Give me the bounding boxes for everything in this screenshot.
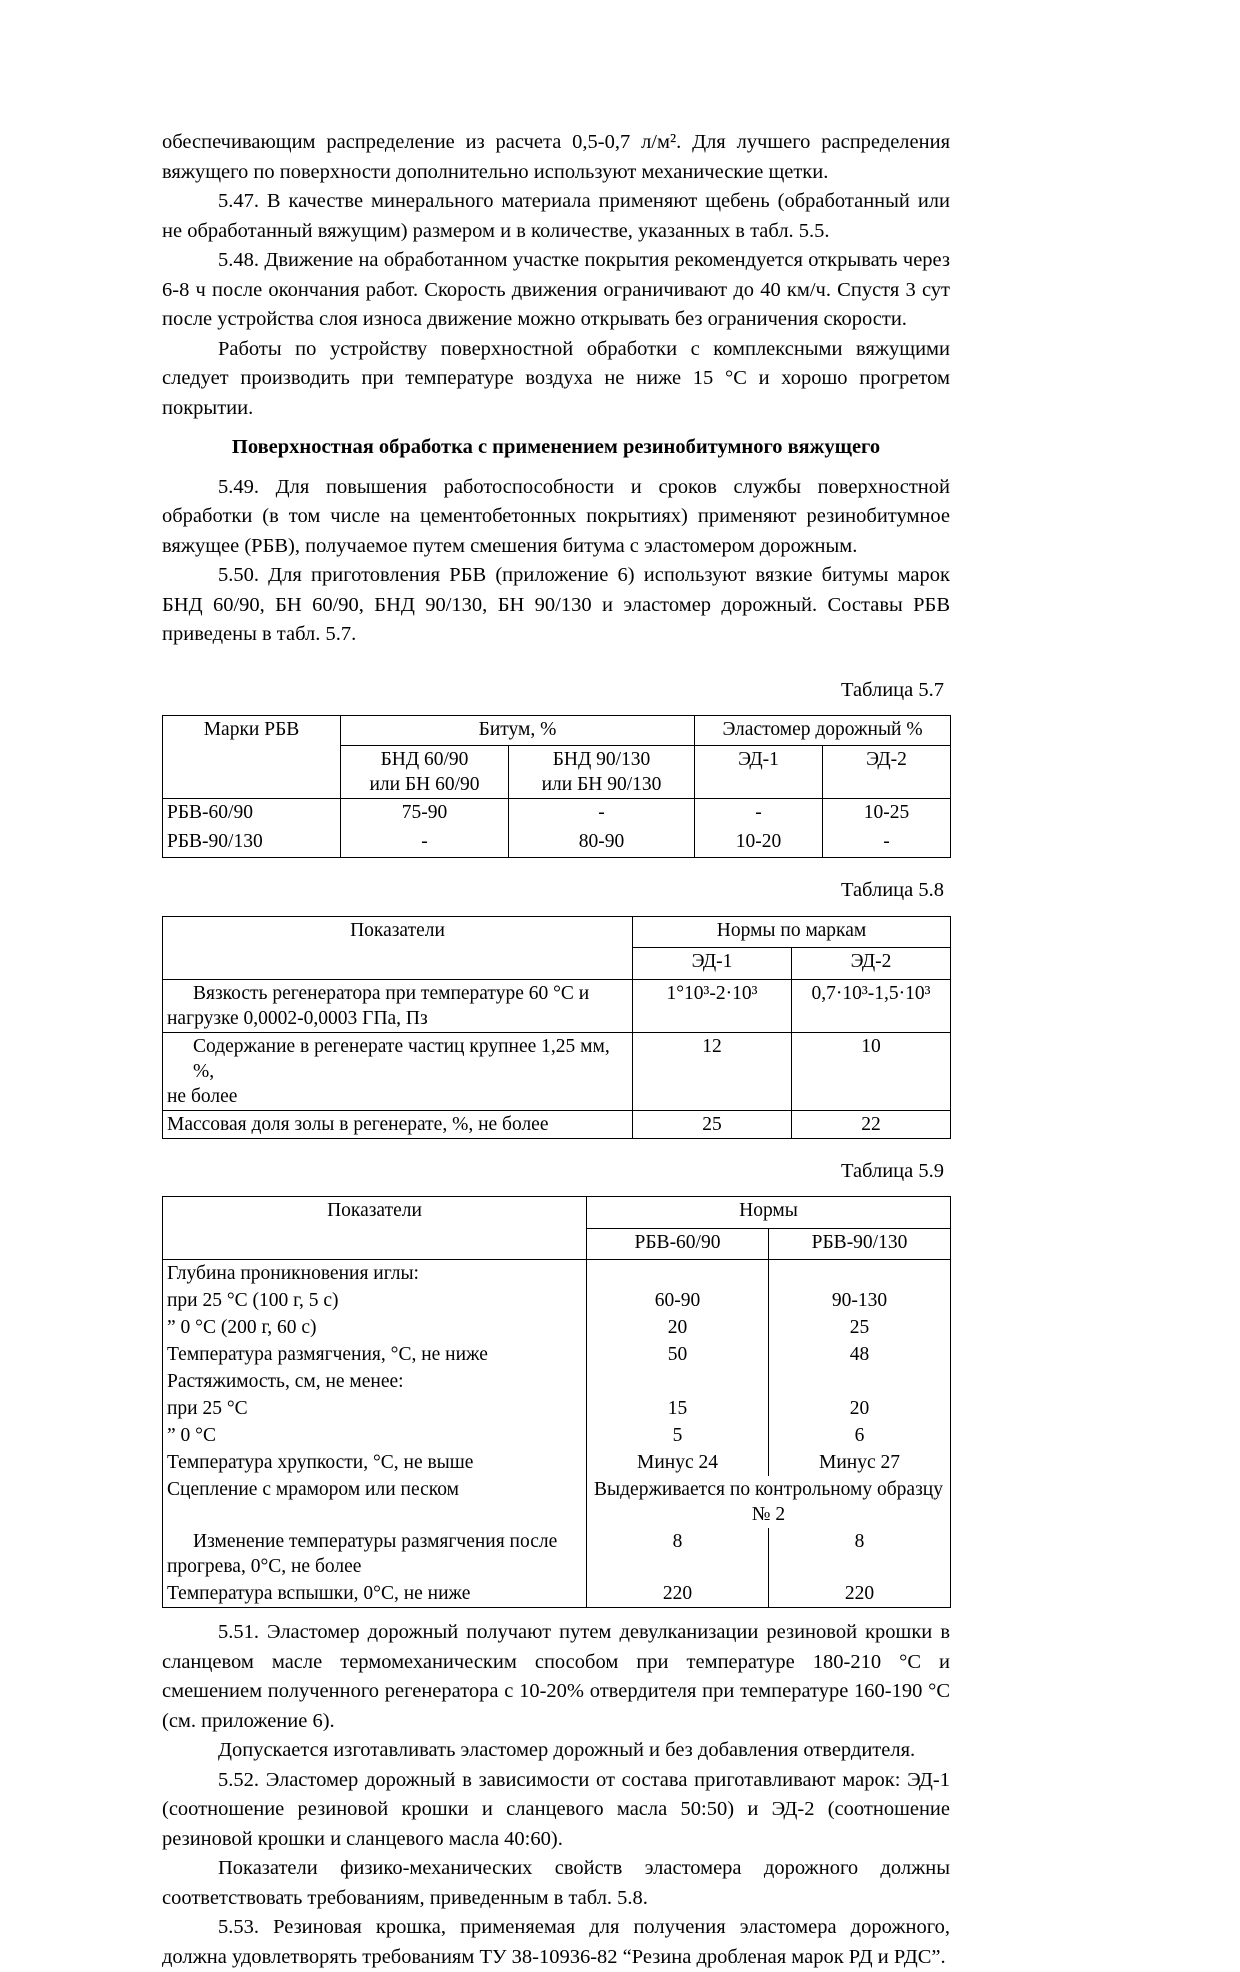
table-59 <box>162 1196 951 1608</box>
table-row <box>163 1528 951 1580</box>
table-row <box>163 1449 951 1476</box>
table-row <box>163 1260 951 1288</box>
table-row <box>163 1341 951 1368</box>
table-58-norms-header: Нормы по маркам <box>633 916 951 948</box>
table-57-sub-bnd90130-line1: БНД 90/130 <box>552 749 651 770</box>
table-row <box>163 1032 951 1110</box>
paragraph-works-conditions: Работы по устройству поверхностной обработки с комплексными вяжущими следует производить при температуре воздуха не ниже 15 °С и хорошо прогретом покрытии. <box>162 337 950 419</box>
table-59-row6-rbv6090: 5 <box>587 1422 769 1449</box>
table-58-ed1-header: ЭД-1 <box>633 948 792 980</box>
table-57-row0-ed2: 10-25 <box>823 799 951 829</box>
table-57-row0-ed1: - <box>695 799 823 829</box>
paragraph-properties: Показатели физико-механических свойств эластомера дорожного должны соответствовать требованиям, приведенным в табл. 5.8. <box>162 1857 950 1909</box>
table-57-row0-mark: РБВ-60/90 <box>163 799 341 829</box>
table-59-row1-rbv6090: 60-90 <box>587 1287 769 1314</box>
table-58-row0-ed2: 0,7·10³-1,5·10³ <box>792 979 951 1032</box>
table-59-row8-merged: Выдерживается по контрольному образцу № 2 <box>587 1476 951 1528</box>
table-58-ed2-header: ЭД-2 <box>792 948 951 980</box>
table-58 <box>162 916 951 1139</box>
table-57-row0-bnd6090: 75-90 <box>341 799 509 829</box>
paragraph-allowance: Допускается изготавливать эластомер дорожный и без добавления отвердителя. <box>218 1739 916 1761</box>
table-row <box>163 1476 951 1528</box>
table-59-row0-rbv90130 <box>769 1260 951 1288</box>
table-57-sub-bnd6090 <box>341 746 509 799</box>
table-59-row6-indicator: ” 0 °С <box>163 1422 587 1449</box>
table-58-row2-indicator: Массовая доля золы в регенерате, %, не более <box>163 1110 633 1138</box>
table-59-tail0-rbv90130: 8 <box>769 1528 951 1580</box>
table-57-caption: Таблица 5.7 <box>840 678 944 701</box>
table-59-tail0-rbv6090: 8 <box>587 1528 769 1580</box>
table-59-tail1-rbv90130: 220 <box>769 1580 951 1608</box>
table-59-row4-rbv90130 <box>769 1368 951 1395</box>
table-57-row1-bnd6090: - <box>341 828 509 858</box>
paragraph-5-50: 5.50. Для приготовления РБВ (приложение 6) используют вязкие битумы марок БНД 60/90, БН 60/90, БНД 90/130, БН 90/130 и эластомер дорожный. Составы РБВ приведены в табл. 5.7. <box>162 564 950 645</box>
table-row <box>163 1287 951 1314</box>
table-59-row2-rbv6090: 20 <box>587 1314 769 1341</box>
table-58-row1-ed1: 12 <box>633 1032 792 1110</box>
table-58-row1-indicator-line2: не более <box>167 1085 238 1107</box>
table-59-row1-rbv90130: 90-130 <box>769 1287 951 1314</box>
table-58-row2-ed1: 25 <box>633 1110 792 1138</box>
table-row <box>163 828 951 858</box>
table-row <box>163 1314 951 1341</box>
paragraph-5-53: 5.53. Резиновая крошка, применяемая для получения эластомера дорожного, должна удовлетворять требованиям ТУ 38-10936-82 “Резина дробленая марок РД и РДС”. <box>162 1916 950 1968</box>
table-57-group-bitum: Битум, % <box>341 716 695 746</box>
table-58-row0-indicator <box>163 979 633 1032</box>
table-59-row4-rbv6090 <box>587 1368 769 1395</box>
table-57-row0-bnd90130: - <box>509 799 695 829</box>
section-heading: Поверхностная обработка с применением резинобитумного вяжущего <box>231 436 881 458</box>
table-row <box>163 1422 951 1449</box>
table-row <box>163 799 951 829</box>
table-58-caption: Таблица 5.8 <box>840 879 944 901</box>
table-58-row0-indicator-line2: нагрузке 0,0002-0,0003 ГПа, Пз <box>167 1007 428 1029</box>
table-59-row7-indicator: Температура хрупкости, °С, не выше <box>163 1449 587 1476</box>
table-59-row3-rbv6090: 50 <box>587 1341 769 1368</box>
table-59-row0-indicator: Глубина проникновения иглы: <box>163 1260 587 1288</box>
table-row <box>163 1110 951 1138</box>
page-content <box>162 128 950 1972</box>
table-57-sub-bnd6090-line2: или БН 60/90 <box>369 774 480 795</box>
table-59-caption: Таблица 5.9 <box>840 1159 944 1182</box>
table-57-sub-ed2: ЭД-2 <box>823 746 951 799</box>
table-59-tail0-indicator-line1: Изменение температуры размягчения после <box>193 1531 558 1552</box>
paragraph-5-52: 5.52. Эластомер дорожный в зависимости от состава приготавливают марок: ЭД-1 (соотношение резиновой крошки и сланцевого масла 50:50) и ЭД-2 (соотношение резиновой крошки и сланцевого масла 40:60). <box>162 1768 950 1850</box>
table-57-group-elastomer: Эластомер дорожный % <box>695 716 951 746</box>
table-57-sub-bnd6090-line1: БНД 60/90 <box>380 749 469 770</box>
table-59-rbv6090-header: РБВ-60/90 <box>587 1228 769 1260</box>
table-57-col-marks-header: Марки РБВ <box>163 716 341 799</box>
table-59-row7-rbv6090: Минус 24 <box>587 1449 769 1476</box>
table-59-row5-indicator: при 25 °С <box>163 1395 587 1422</box>
table-row <box>163 1368 951 1395</box>
table-59-tail0-indicator <box>163 1528 587 1580</box>
table-58-indicators-header: Показатели <box>163 916 633 979</box>
paragraph-5-49: 5.49. Для повышения работоспособности и сроков службы поверхностной обработки (в том числе на цементобетонных покрытиях) применяют резинобитумное вяжущее (РБВ), получаемое путем смешения битума с эластомером дорожным. <box>162 475 950 557</box>
table-row <box>163 716 951 746</box>
table-58-row1-indicator <box>163 1032 633 1110</box>
paragraph-5-47: 5.47. В качестве минерального материала применяют щебень (обработанный или не обработанный вяжущим) размером и в количестве, указанных в табл. 5.5. <box>162 190 950 242</box>
paragraph-5-48: 5.48. Движение на обработанном участке покрытия рекомендуется открывать через 6-8 ч после окончания работ. Скорость движения ограничивают до 40 км/ч. Спустя 3 сут после устройства слоя износа движение можно открывать без ограничения скорости. <box>162 249 950 330</box>
table-59-row3-rbv90130: 48 <box>769 1341 951 1368</box>
table-57 <box>162 715 951 858</box>
table-57-row1-ed1: 10-20 <box>695 828 823 858</box>
table-58-row1-indicator-line1: Содержание в регенерате частиц крупнее 1,25 мм, %, <box>193 1035 610 1082</box>
table-58-row1-ed2: 10 <box>792 1032 951 1110</box>
table-59-row8-indicator: Сцепление с мрамором или песком <box>163 1476 587 1528</box>
table-59-row3-indicator: Температура размягчения, °С, не ниже <box>163 1341 587 1368</box>
table-59-row2-rbv90130: 25 <box>769 1314 951 1341</box>
table-58-row2-ed2: 22 <box>792 1110 951 1138</box>
table-59-row5-rbv90130: 20 <box>769 1395 951 1422</box>
table-row <box>163 916 951 948</box>
table-59-tail1-rbv6090: 220 <box>587 1580 769 1608</box>
table-row <box>163 1580 951 1608</box>
table-59-tail0-indicator-line2: прогрева, 0°С, не более <box>167 1556 362 1577</box>
table-57-sub-ed1: ЭД-1 <box>695 746 823 799</box>
table-57-sub-bnd90130-line2: или БН 90/130 <box>541 774 662 795</box>
table-57-row1-mark: РБВ-90/130 <box>163 828 341 858</box>
table-59-row7-rbv90130: Минус 27 <box>769 1449 951 1476</box>
table-58-row0-ed1: 1°10³-2·10³ <box>633 979 792 1032</box>
table-59-row5-rbv6090: 15 <box>587 1395 769 1422</box>
paragraph-intro: обеспечивающим распределение из расчета 0,5-0,7 л/м². Для лучшего распределения вяжущего по поверхности дополнительно используют механические щетки. <box>162 131 950 183</box>
table-row <box>163 1395 951 1422</box>
paragraph-5-51: 5.51. Эластомер дорожный получают путем девулканизации резиновой крошки в сланцевом масле термомеханическим способом при температуре 180-210 °С и смешением полученного регенератора с 10-20% отвердителя при температуре 160-190 °С (см. приложение 6). <box>162 1621 950 1732</box>
table-57-row1-ed2: - <box>823 828 951 858</box>
table-row <box>163 1197 951 1229</box>
table-58-row0-indicator-line1: Вязкость регенератора при температуре 60 °С и <box>193 982 590 1004</box>
table-59-row6-rbv90130: 6 <box>769 1422 951 1449</box>
table-59-tail1-indicator: Температура вспышки, 0°С, не ниже <box>163 1580 587 1608</box>
table-59-norms-header: Нормы <box>587 1197 951 1229</box>
table-59-row1-indicator: при 25 °С (100 г, 5 с) <box>163 1287 587 1314</box>
table-57-sub-bnd90130 <box>509 746 695 799</box>
table-57-row1-bnd90130: 80-90 <box>509 828 695 858</box>
table-59-row2-indicator: ” 0 °С (200 г, 60 с) <box>163 1314 587 1341</box>
table-row <box>163 979 951 1032</box>
table-59-rbv90130-header: РБВ-90/130 <box>769 1228 951 1260</box>
table-59-indicators-header: Показатели <box>163 1197 587 1260</box>
table-59-row0-rbv6090 <box>587 1260 769 1288</box>
table-59-row4-indicator: Растяжимость, см, не менее: <box>163 1368 587 1395</box>
